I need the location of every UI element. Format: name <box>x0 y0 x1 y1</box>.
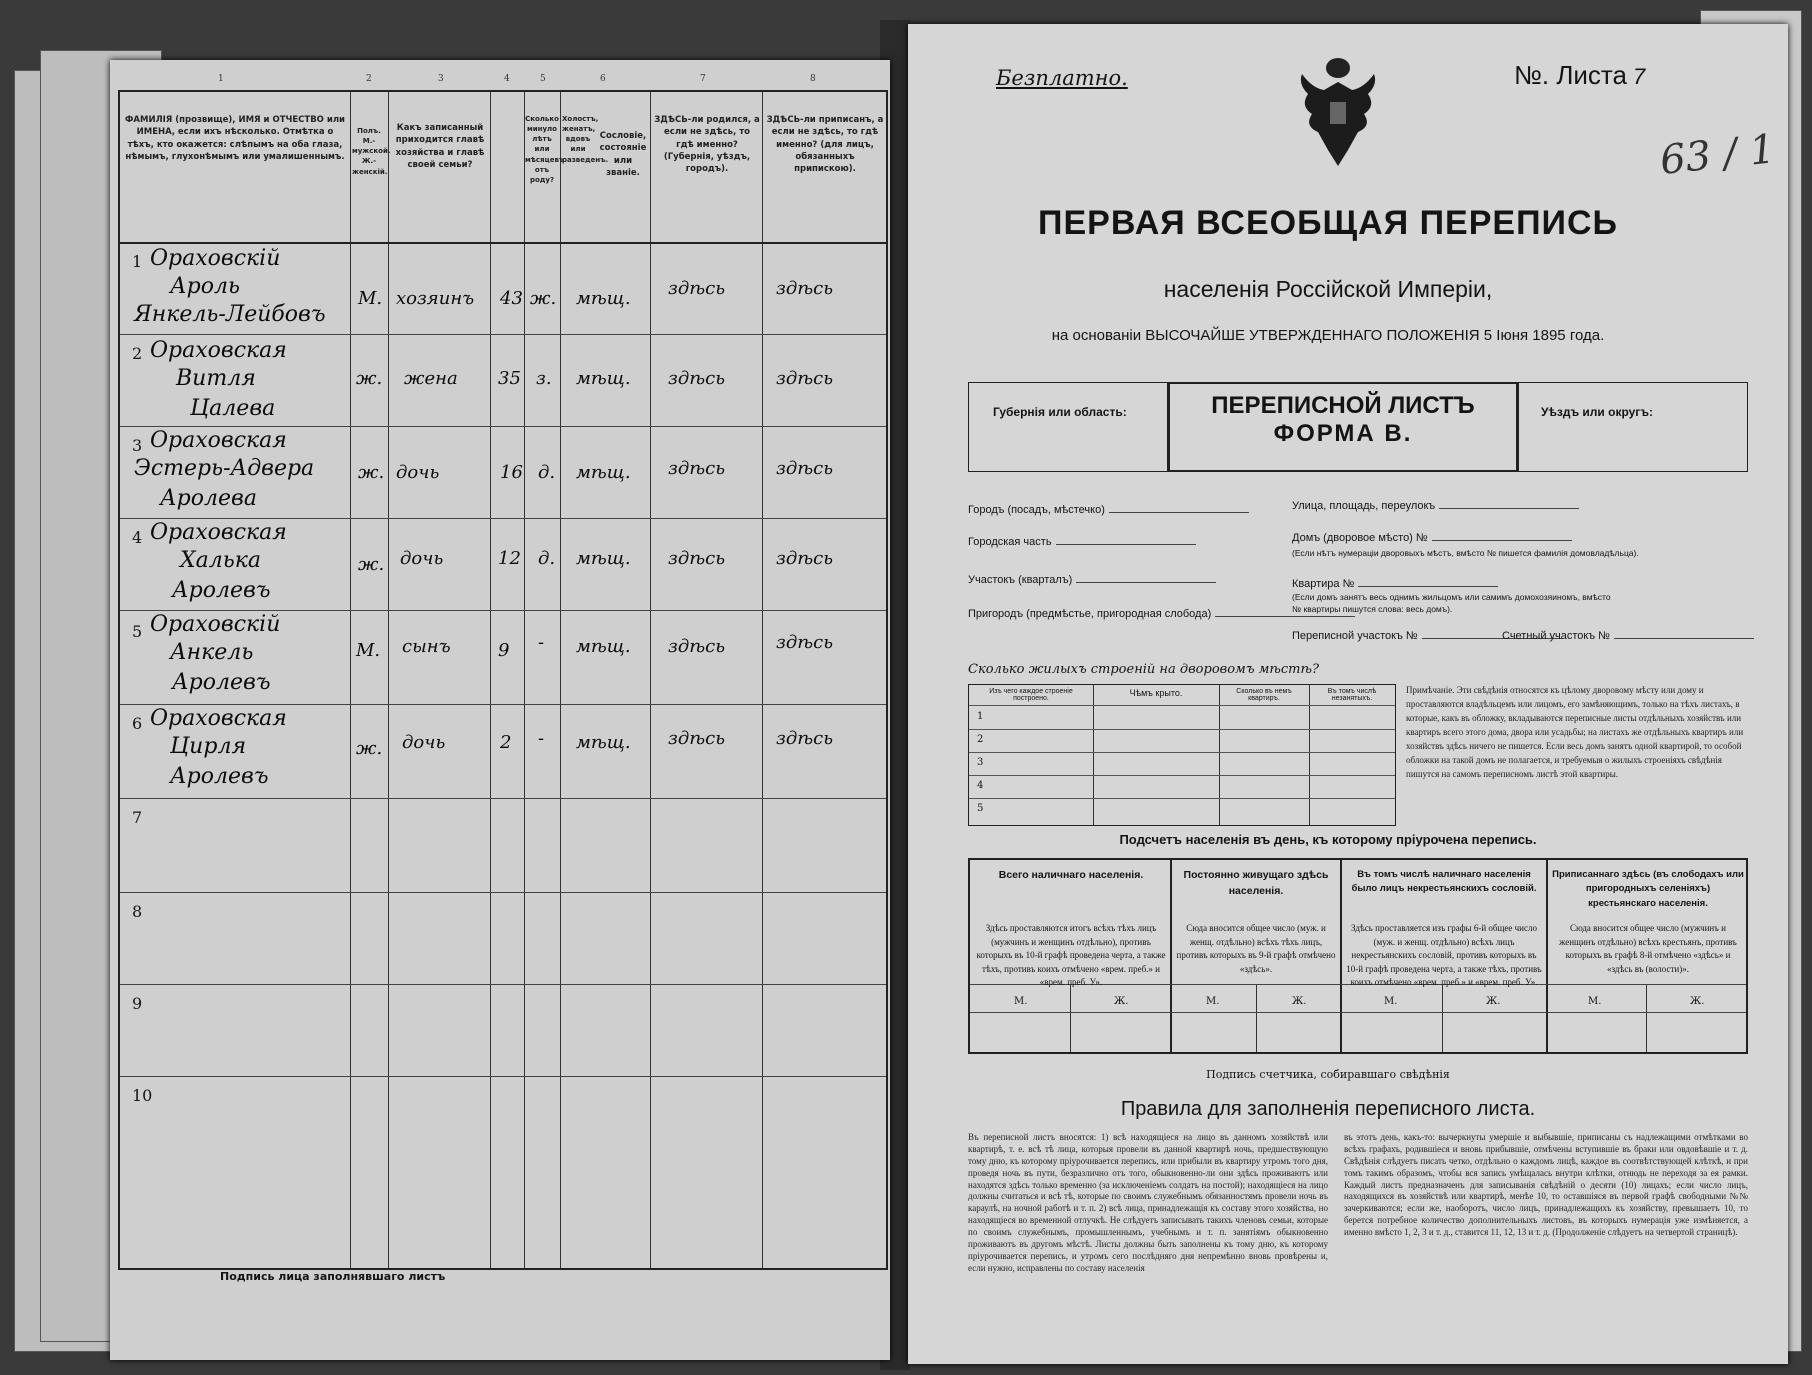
registration: здѣсь <box>776 458 833 479</box>
form-letter: ФОРМА В. <box>1273 420 1413 447</box>
header-relation: Какъ записанный приходится главѣ хозяйства и главѣ своей семьи? <box>395 123 485 170</box>
note-apartment-1: (Если домъ занятъ весь однимъ жильцомъ или самимъ домохозяиномъ, вмѣсто <box>1292 592 1611 602</box>
age: 43 <box>500 288 523 309</box>
buildings-row-number: 4 <box>977 780 984 791</box>
age: 9 <box>498 640 510 661</box>
estate: мѣщ. <box>576 288 631 309</box>
given-name: Цирля <box>170 734 247 759</box>
uezd-box: Уѣздъ или округъ: <box>1518 382 1748 472</box>
registration: здѣсь <box>776 548 833 569</box>
row-number: 6 <box>132 714 143 733</box>
relation: хозяинъ <box>396 288 475 309</box>
counter-signature-label: Подпись счетчика, собиравшаго свѣдѣнія <box>1206 1068 1450 1081</box>
column-numbers <box>120 74 886 90</box>
buildings-table <box>968 684 1396 826</box>
birthplace: здѣсь <box>668 278 725 299</box>
male-label: М. <box>1588 996 1602 1007</box>
surname: Ораховская <box>150 428 287 453</box>
given-name: Эстерь-Адвера <box>134 456 315 481</box>
registration: здѣсь <box>776 368 833 389</box>
form-title: ПЕРЕПИСНОЙ ЛИСТЪ <box>1211 392 1475 419</box>
estate: мѣщ. <box>576 548 631 569</box>
sex: ж. <box>356 368 383 389</box>
count-col-total-title: Всего наличнаго населенія. <box>998 869 1144 881</box>
sex: ж. <box>356 738 383 759</box>
pencil-archive-note: 63 / 1 <box>1657 126 1778 184</box>
patronymic: Аролевъ <box>172 578 271 603</box>
rules-title: Правила для заполненія переписного листа. <box>1120 1098 1536 1120</box>
form-title-box <box>1168 382 1518 472</box>
surname: Ораховскій <box>150 246 281 271</box>
buildings-row-number: 5 <box>977 803 984 814</box>
buildings-col-material: Изъ чего каждое строеніе построено. <box>989 688 1073 702</box>
field-street: Улица, площадь, переулокъ <box>1292 500 1579 512</box>
rules-column-1: Въ переписной листъ вносятся: 1) всѣ находящіеся на лицо въ данномъ хозяйствѣ или квартирѣ, т. е. всѣ тѣ лица, которыя провели въ данной квартирѣ ночь, предшествующую тому дню, къ которому пріурочивается перепись, или прибыли въ квартиру утромъ того дня, проведя ночь въ пути, безразлично отъ того, обыкновенно-ли они здѣсь проживаютъ или находятся здѣсь только временно (за исключеніемъ солдатъ на постой); находящіеся на лицо должны считаться и всѣ тѣ, которые по своимъ служебнымъ обязанностямъ провели ночь въ караулѣ, на ночной работѣ и т. п. 2) всѣ лица, принадлежащія къ составу этого хозяйства, но находящіеся во временной отлучкѣ. Не слѣдуетъ записывать такихъ членовъ семьи, которые по своимъ служебнымъ, промышленнымъ, учебнымъ и т. п. занятіямъ обыкновенно проживаютъ въ другомъ мѣстѣ. Листы должны быть заполнены къ тому дню, къ которому пріурочивается перепись, и утромъ сего послѣдняго дня непремѣнно вновь провѣрены и, если нужно, исправлены по составу населенія <box>968 1132 1328 1273</box>
given-name: Ароль <box>170 274 240 299</box>
header-name: ФАМИЛІЯ (прозвище), ИМЯ и ОТЧЕСТВО или ИМЕНА, если ихъ нѣсколько. Отмѣтка о тѣхъ, кто окажется: слѣпымъ на оба глаза, нѣмымъ, глухонѣмымъ или умалишеннымъ. <box>124 115 346 162</box>
row-number: 1 <box>132 252 143 271</box>
census-title: ПЕРВАЯ ВСЕОБЩАЯ ПЕРЕПИСЬ <box>1038 204 1618 242</box>
marital-status: - <box>538 632 545 653</box>
column-number: 7 <box>700 74 706 84</box>
gubernia-box: Губернія или область: <box>968 382 1168 472</box>
patronymic: Янкель-Лейбовъ <box>134 302 326 327</box>
field-district: Участокъ (кварталъ) <box>968 574 1216 586</box>
row-number: 9 <box>132 994 143 1013</box>
row-number: 3 <box>132 436 143 455</box>
census-form-cover-page <box>908 24 1788 1364</box>
sex: М. <box>358 288 383 309</box>
header-registration: ЗДѢСЬ-ли приписанъ, а если не здѣсь, то гдѣ именно? (для лицъ, обязанныхъ припискою). <box>766 115 884 175</box>
column-number: 6 <box>600 74 606 84</box>
sheet-number <box>1514 60 1645 91</box>
estate: мѣщ. <box>576 732 631 753</box>
marital-status: д. <box>538 462 556 483</box>
census-table <box>118 74 888 1270</box>
row-number: 2 <box>132 344 143 363</box>
signature-label: Подпись лица заполнявшаго листъ <box>220 1270 446 1283</box>
surname: Ораховская <box>150 338 287 363</box>
free-label: Безплатно. <box>996 66 1128 90</box>
registration: здѣсь <box>776 632 833 653</box>
given-name: Витля <box>176 366 256 391</box>
female-label: Ж. <box>1690 996 1705 1007</box>
count-col-peasant-desc: Сюда вносится общее число (мужчинъ и женщинъ отдѣльно) всѣхъ крестьянъ, противъ которыхъ въ графѣ 8-й отмѣчено «здѣсь» и «здѣсь въ (волости)». <box>1559 923 1737 974</box>
relation: дочь <box>400 548 444 569</box>
female-label: Ж. <box>1486 996 1501 1007</box>
count-col-permanent-desc: Сюда вносится общее число (муж. и женщ. отдѣльно) всѣхъ тѣхъ лицъ, противъ которыхъ въ 9-й графѣ отмѣчено «здѣсь». <box>1176 923 1336 974</box>
buildings-col-vacant: Въ томъ числѣ незанятыхъ. <box>1327 688 1377 702</box>
header-age: Сколько минуло лѣтъ или мѣсяцевъ отъ роду? <box>525 115 565 184</box>
row-number: 4 <box>132 528 143 547</box>
age: 16 <box>500 462 523 483</box>
header-birthplace: ЗДѢСЬ-ли родился, а если не здѣсь, то гдѣ именно? (Губернія, уѣздъ, городъ). <box>654 115 760 175</box>
marital-status: - <box>538 728 545 749</box>
row-number: 7 <box>132 808 143 827</box>
birthplace: здѣсь <box>668 728 725 749</box>
given-name: Анкель <box>170 640 254 665</box>
age: 2 <box>500 732 512 753</box>
field-house: Домъ (дворовое мѣсто) № <box>1292 532 1572 544</box>
column-number: 8 <box>810 74 816 84</box>
estate: мѣщ. <box>576 462 631 483</box>
field-city-part: Городская часть <box>968 536 1196 548</box>
buildings-col-roof: Чѣмъ крыто. <box>1129 688 1183 698</box>
age: 35 <box>498 368 521 389</box>
relation: сынъ <box>402 636 451 657</box>
relation: жена <box>404 368 458 389</box>
male-label: М. <box>1206 996 1220 1007</box>
surname: Ораховская <box>150 706 287 731</box>
age: 12 <box>498 548 521 569</box>
row-number: 10 <box>132 1086 153 1105</box>
patronymic: Цалева <box>190 396 276 421</box>
rules-column-2: въ этотъ день, какъ-то: вычеркнуты умершіе и выбывшіе, приписаны съ надлежащими отмѣтками во всѣхъ графахъ, родившіеся и вновь прибывшіе, отмѣчены вступившіе въ браки или овдовѣвшіе и т. д. Свѣдѣнія слѣдуетъ писать четко, отдѣльно о каждомъ лицѣ, каждое въ соотвѣтствующей клѣткѣ, и при томъ такимъ образомъ, чтобы вся запись умѣщалась внутри клѣтки, отнюдь не переходя за ея рамки. Каждый листъ предназначенъ для записыванія свѣдѣній о десяти (10) лицахъ; если число лицъ, находящихся въ хозяйствѣ или квартирѣ, менѣе 10, то оставшіяся въ первой графѣ свободными №№ зачеркиваются; если же, наоборотъ, число лицъ, принадлежащихъ къ хозяйству, превышаетъ 10, то берется потребное количество дополнительныхъ листовъ, въ которыхъ нумерація уже измѣняется, а именно вмѣсто 1, 2, 3 и т. д., ставится 11, 12, 13 и т. д. (Продолженіе слѣдуетъ на четвертой страницѣ). <box>1344 1132 1748 1237</box>
note-house: (Если нѣтъ нумераціи дворовыхъ мѣстъ, вмѣсто № пишется фамилія домовладѣльца). <box>1292 548 1639 558</box>
patronymic: Аролева <box>160 486 257 511</box>
birthplace: здѣсь <box>668 368 725 389</box>
count-col-permanent-title: Постоянно живущаго здѣсь населенія. <box>1183 869 1329 897</box>
patronymic: Аролевъ <box>172 670 271 695</box>
female-label: Ж. <box>1114 996 1129 1007</box>
field-count-district: Счетный участокъ № <box>1502 630 1754 642</box>
buildings-note: Примѣчаніе. Эти свѣдѣнія относятся къ цѣлому дворовому мѣсту или дому и проставляются владѣльцемъ или лицомъ, его замѣняющимъ, только на тѣхъ листахъ, в которые, какъ въ обложку, вкладываются переписные листы отдѣльныхъ хозяйствъ или квартиръ всего этого дома, двора или усадьбы; на листахъ же отдѣльныхъ квартиръ или хозяйствъ здѣсь ничего не пишется. Если весь домъ занятъ одной квартирой, то особой обложки на такой домъ не полагается, и требуемыя о жилыхъ строеніяхъ свѣдѣнія пишутся на самомъ переписномъ листѣ этой квартиры. <box>1406 685 1744 779</box>
male-label: М. <box>1384 996 1398 1007</box>
relation: дочь <box>396 462 440 483</box>
surname: Ораховская <box>150 520 287 545</box>
census-basis: на основаніи ВЫСОЧАЙШЕ УТВЕРЖДЕННАГО ПОЛОЖЕНІЯ 5 Іюня 1895 года. <box>1051 327 1605 344</box>
registration: здѣсь <box>776 728 833 749</box>
column-number: 3 <box>438 74 444 84</box>
patronymic: Аролевъ <box>170 764 269 789</box>
column-number: 2 <box>366 74 372 84</box>
census-subtitle: населенія Россійской Имперіи, <box>1163 276 1493 302</box>
marital-status: ж. <box>530 288 557 309</box>
field-apartment: Квартира № <box>1292 578 1498 590</box>
estate: мѣщ. <box>576 636 631 657</box>
birthplace: здѣсь <box>668 458 725 479</box>
note-apartment-2: № квартиры пишутся слова: весь домъ). <box>1292 604 1453 614</box>
female-label: Ж. <box>1292 996 1307 1007</box>
registration: здѣсь <box>776 278 833 299</box>
sex: ж. <box>358 462 385 483</box>
field-suburb: Пригородъ (предмѣстье, пригородная слобода) <box>968 608 1355 620</box>
buildings-question: Сколько жилыхъ строеній на дворовомъ мѣстѣ? <box>968 662 1319 677</box>
sheet-number-value: 7 <box>1633 64 1646 89</box>
buildings-row-number: 2 <box>977 734 984 745</box>
header-estate: Сословіе, состояніе или званіе. <box>599 131 647 178</box>
surname: Ораховскій <box>150 612 281 637</box>
header-marital: Холостъ, женатъ, вдовъ или разведенъ. <box>562 115 609 164</box>
sex: ж. <box>358 554 385 575</box>
form-header-boxes <box>968 382 1748 474</box>
census-entries-page <box>110 60 890 1360</box>
count-col-nonpeasant-title: Въ томъ числѣ наличнаго населенія было лицъ некрестьянскихъ сословій. <box>1351 869 1537 895</box>
field-city: Городъ (посадъ, мѣстечко) <box>968 504 1249 516</box>
sheet-number-label: №. Листа <box>1514 60 1628 90</box>
buildings-row-number: 3 <box>977 757 984 768</box>
relation: дочь <box>402 732 446 753</box>
count-col-peasant-title: Приписаннаго здѣсь (въ слободахъ или пригородныхъ селеніяхъ) крестьянскаго населенія. <box>1552 869 1744 909</box>
birthplace: здѣсь <box>668 636 725 657</box>
row-number: 5 <box>132 622 143 641</box>
buildings-col-apartments: Сколько въ немъ квартиръ. <box>1236 688 1292 702</box>
column-number: 4 <box>504 74 510 84</box>
birthplace: здѣсь <box>668 548 725 569</box>
given-name: Халька <box>180 548 262 573</box>
estate: мѣщ. <box>576 368 631 389</box>
marital-status: д. <box>538 548 556 569</box>
population-count-table <box>968 858 1748 1054</box>
field-census-district: Переписной участокъ № <box>1292 630 1562 642</box>
male-label: М. <box>1014 996 1028 1007</box>
population-count-title: Подсчетъ населенія въ день, къ которому пріурочена перепись. <box>1119 832 1537 847</box>
sex: М. <box>356 640 381 661</box>
column-number: 5 <box>540 74 546 84</box>
count-col-total-desc: Здѣсь проставляются итогъ всѣхъ тѣхъ лицъ (мужчинъ и женщинъ отдѣльно), противъ которыхъ въ 10-й графѣ проведена черта, а также тѣхъ, противъ коихъ отмѣчено «врем. преб.» и «врем. преб. У». <box>976 923 1166 987</box>
marital-status: з. <box>536 368 552 389</box>
count-col-nonpeasant-desc: Здѣсь проставляется изъ графы 6-й общее число (муж. и женщ. отдѣльно) всѣхъ лицъ некрестьянскихъ сословій, противъ которыхъ въ 10-й графѣ проведена черта, а также тѣхъ, противъ коихъ отмѣчено «врем. преб.» и «врем. преб. У». <box>1346 923 1542 987</box>
buildings-row-number: 1 <box>977 711 984 722</box>
row-number: 8 <box>132 902 143 921</box>
column-number: 1 <box>218 74 224 84</box>
header-sex: Полъ. М.-мужской. Ж.-женскій. <box>352 127 391 176</box>
imperial-eagle-icon <box>1288 54 1388 174</box>
